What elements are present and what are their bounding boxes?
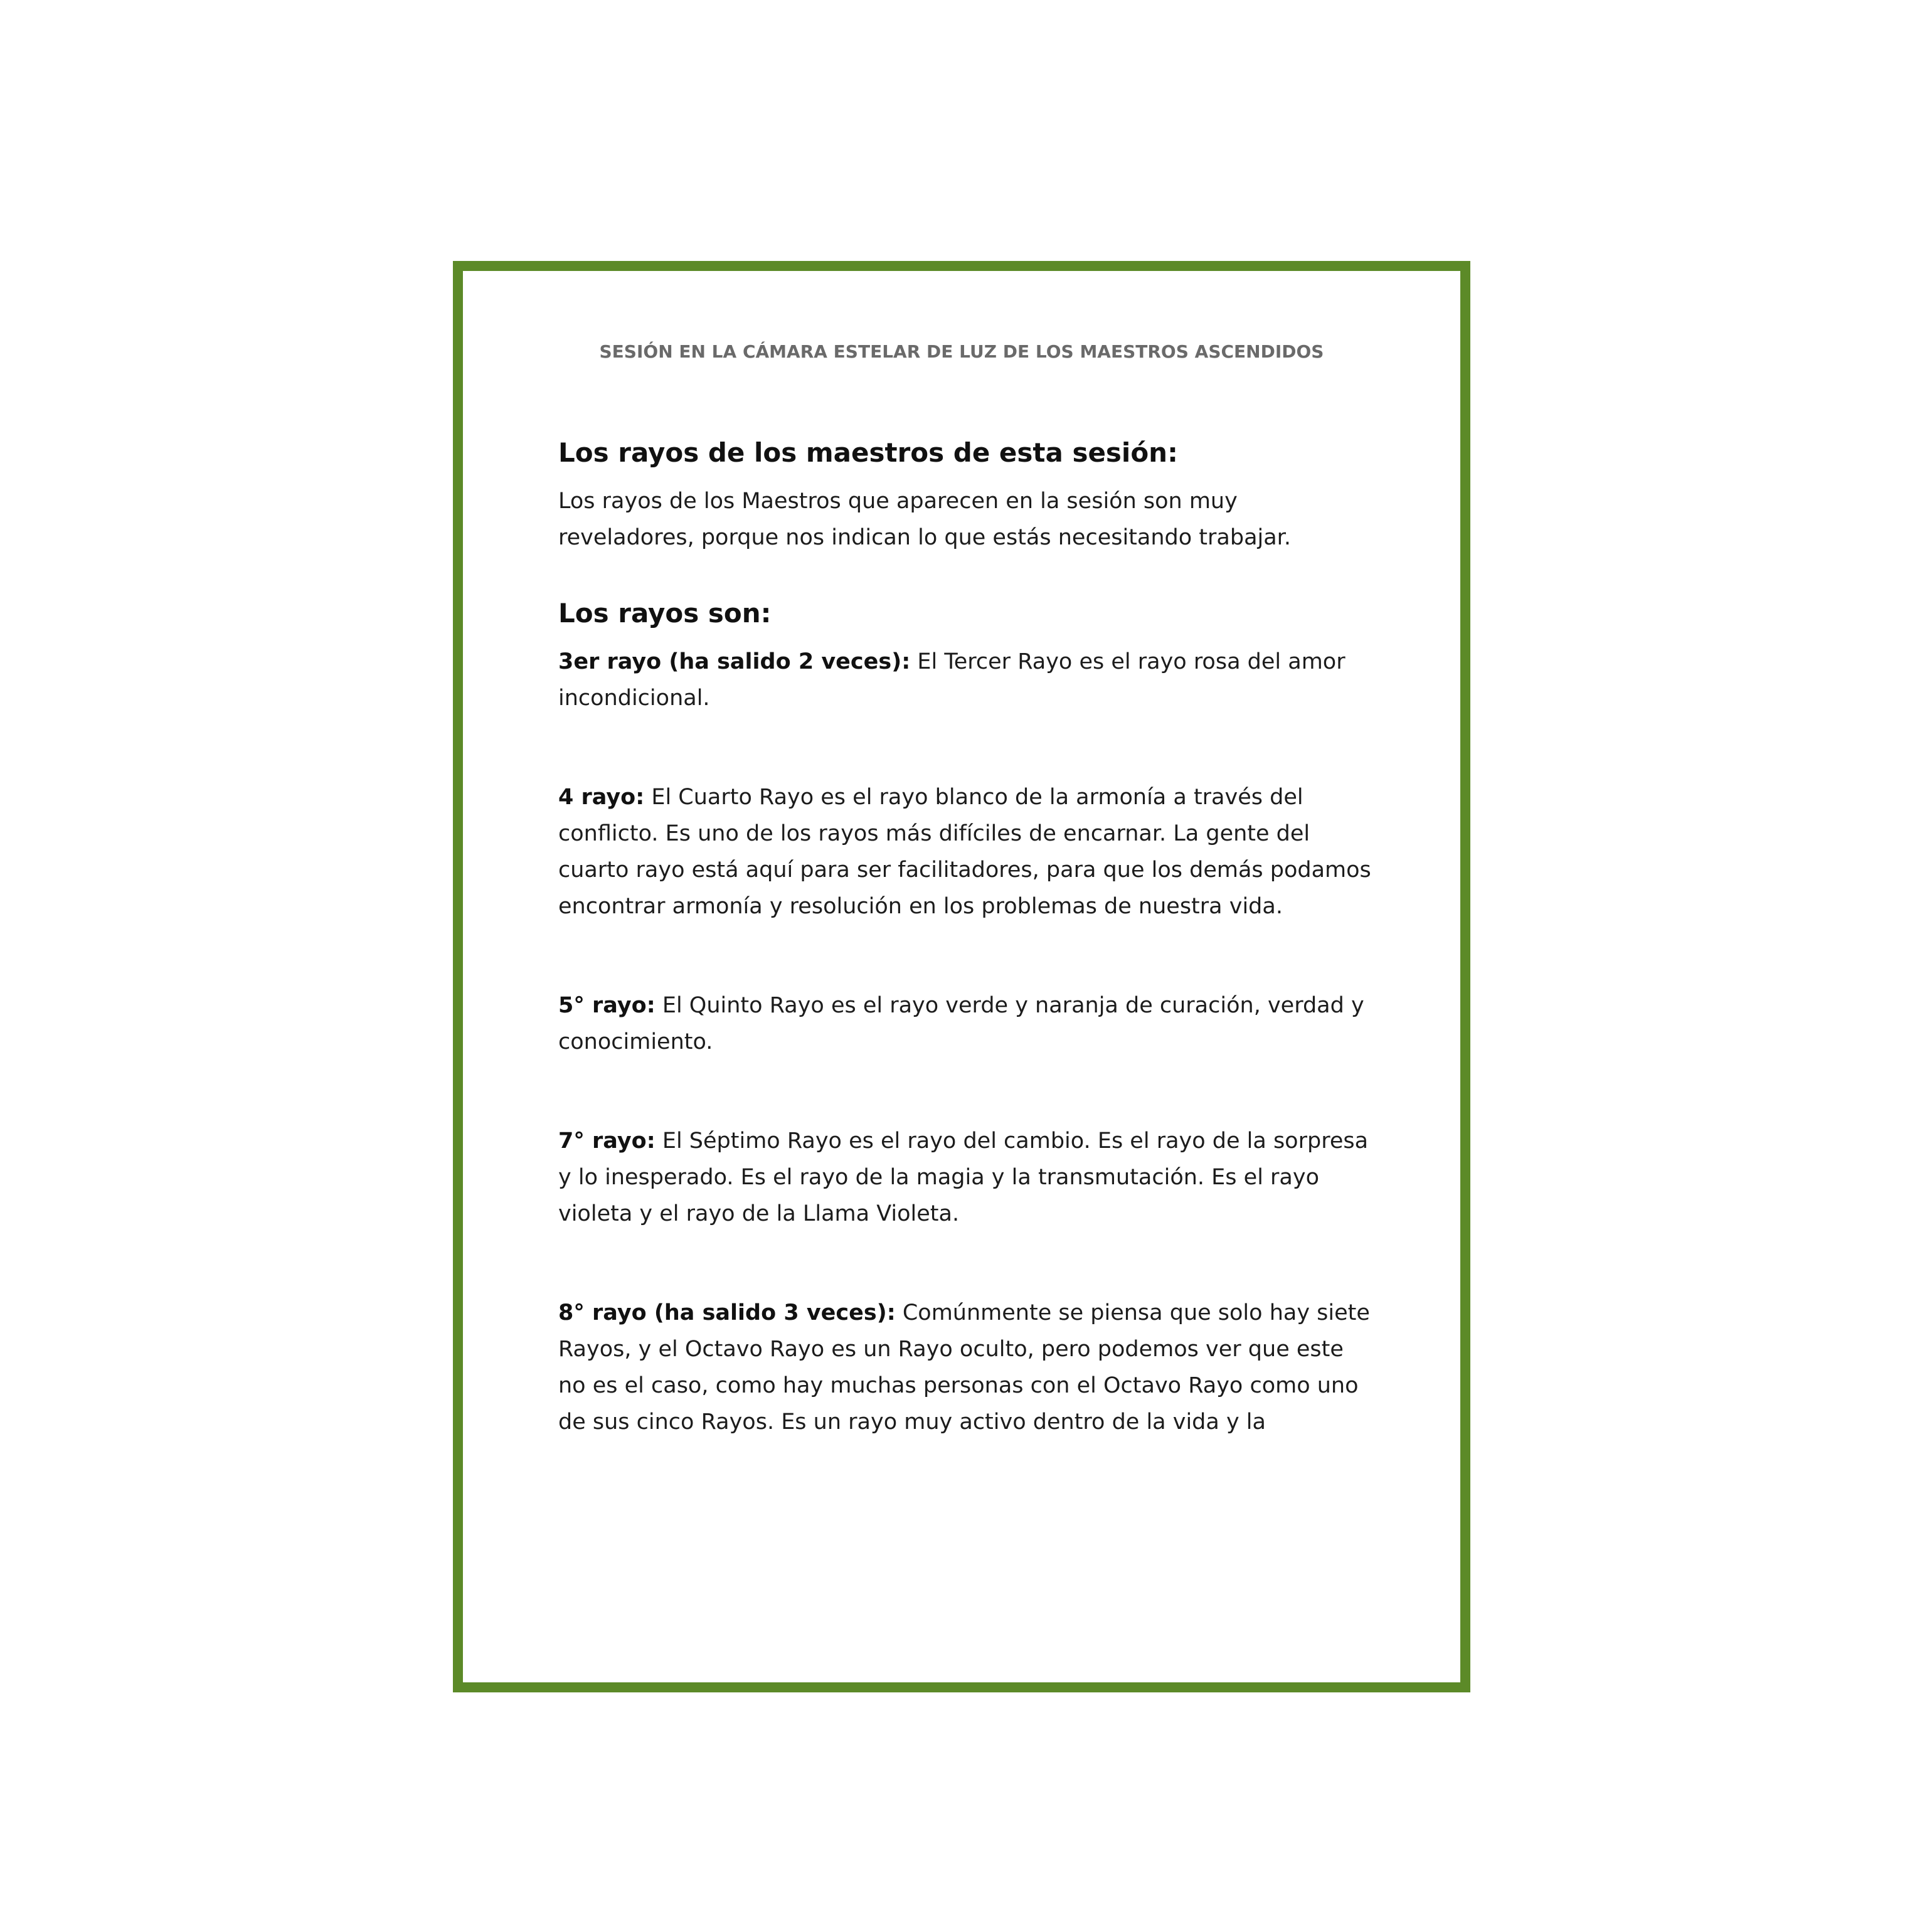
- ray-description: Comúnmente se piensa que solo hay siete Rayos, y el Octavo Rayo es un Rayo oculto, pero podemos ver que este no es el caso, como hay muchas personas con el Octavo Rayo como uno de sus cinco Rayos. Es un rayo muy activo dentro de la vida y la: [558, 1300, 1370, 1435]
- ray-paragraph-8: [558, 1295, 1374, 1440]
- ray-description: El Séptimo Rayo es el rayo del cambio. Es el rayo de la sorpresa y lo inesperado. Es el rayo de la magia y la transmutación. Es el rayo violeta y el rayo de la Llama Violeta.: [558, 1128, 1369, 1226]
- ray-description: El Cuarto Rayo es el rayo blanco de la armonía a través del conflicto. Es uno de los rayos más difíciles de encarnar. La gente del cuarto rayo está aquí para ser facilitadores, para que los demás podamos encontrar armonía y resolución en los problemas de nuestra vida.: [558, 785, 1371, 919]
- ray-paragraph-3: [558, 644, 1374, 716]
- ray-description: El Tercer Rayo es el rayo rosa del amor incondicional.: [558, 649, 1346, 711]
- ray-paragraph-4: [558, 779, 1374, 925]
- running-header: SESIÓN EN LA CÁMARA ESTELAR DE LUZ DE LOS MAESTROS ASCENDIDOS: [599, 341, 1324, 362]
- section-heading-rays-list: Los rayos son:: [558, 598, 772, 629]
- ray-label: 8° rayo (ha salido 3 veces):: [558, 1300, 896, 1325]
- intro-paragraph: Los rayos de los Maestros que aparecen en la sesión son muy reveladores, porque nos indican lo que estás necesitando trabajar.: [558, 489, 1291, 550]
- document-page: [453, 261, 1470, 1692]
- ray-label: 3er rayo (ha salido 2 veces):: [558, 649, 911, 674]
- ray-label: 7° rayo:: [558, 1128, 656, 1154]
- ray-description: El Quinto Rayo es el rayo verde y naranja de curación, verdad y conocimiento.: [558, 993, 1364, 1054]
- page-content: [558, 435, 1374, 1440]
- ray-label: 5° rayo:: [558, 993, 656, 1018]
- ray-paragraph-7: [558, 1123, 1374, 1232]
- section-heading-masters-rays: Los rayos de los maestros de esta sesión:: [558, 437, 1178, 468]
- ray-label: 4 rayo:: [558, 785, 645, 810]
- ray-paragraph-5: [558, 987, 1374, 1060]
